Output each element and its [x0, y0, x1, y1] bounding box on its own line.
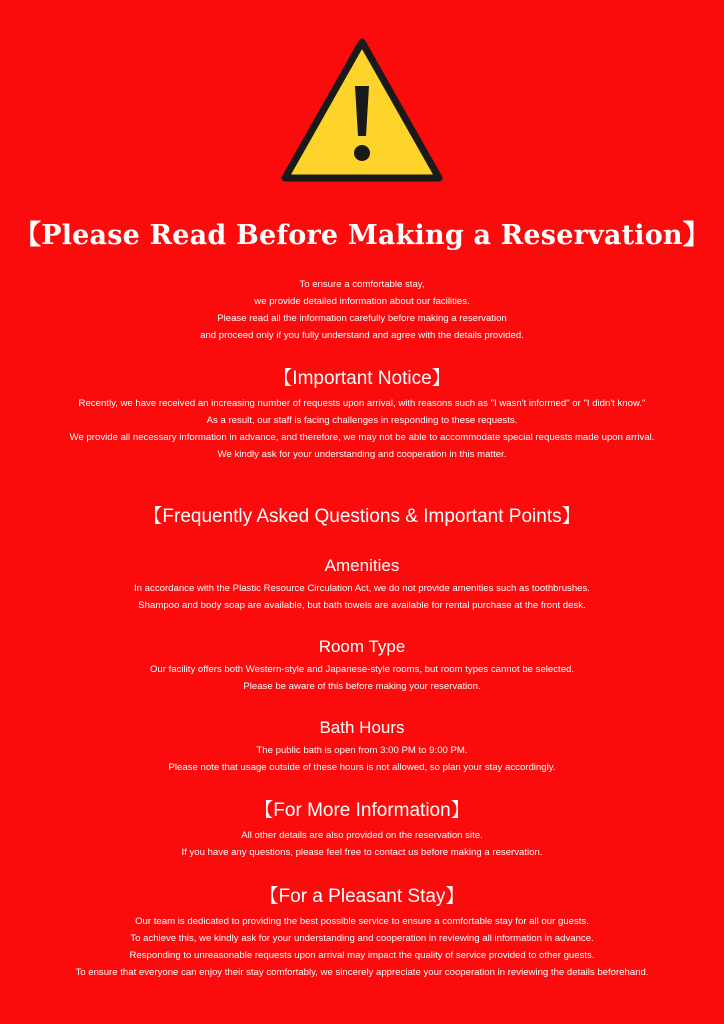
pleasant-stay-line: Responding to unreasonable requests upon arrival may impact the quality of service provided to other guests. [129, 950, 595, 961]
amenities-line: Shampoo and body soap are available, but bath towels are available for rental purchase at the front desk. [138, 600, 586, 611]
warning-triangle-icon [279, 36, 445, 184]
notice-line: We kindly ask for your understanding and cooperation in this matter. [217, 449, 507, 460]
intro-paragraph [0, 276, 724, 344]
amenities-heading: Amenities [324, 556, 400, 575]
faq-heading-block [0, 505, 724, 529]
important-notice-section [0, 367, 724, 463]
amenities-line: In accordance with the Plastic Resource Circulation Act, we do not provide amenities such as toothbrushes. [134, 583, 590, 594]
amenities-section [0, 555, 724, 614]
bath-hours-line: Please note that usage outside of these hours is not allowed, so plan your stay accordingly. [168, 762, 556, 773]
pleasant-stay-line: Our team is dedicated to providing the best possible service to ensure a comfortable stay for all our guests. [135, 916, 589, 927]
bath-hours-heading: Bath Hours [319, 718, 405, 737]
intro-line: Please read all the information carefully before making a reservation [217, 313, 507, 324]
room-type-section [0, 636, 724, 695]
intro-line: we provide detailed information about our facilities. [254, 296, 470, 307]
bath-hours-line: The public bath is open from 3:00 PM to 9:00 PM. [256, 745, 468, 756]
more-info-heading: 【For More Information】 [254, 800, 470, 821]
room-type-line: Our facility offers both Western-style and Japanese-style rooms, but room types cannot be selected. [149, 664, 575, 675]
more-info-line: If you have any questions, please feel free to contact us before making a reservation. [181, 847, 543, 858]
pleasant-stay-heading: 【For a Pleasant Stay】 [259, 886, 465, 907]
bath-hours-section [0, 717, 724, 776]
more-info-section [0, 799, 724, 861]
intro-line: and proceed only if you fully understand and agree with the details provided. [200, 330, 524, 341]
more-info-line: All other details are also provided on the reservation site. [241, 830, 483, 841]
room-type-heading: Room Type [318, 637, 406, 656]
room-type-line: Please be aware of this before making your reservation. [243, 681, 481, 692]
pleasant-stay-line: To ensure that everyone can enjoy their stay comfortably, we sincerely appreciate your cooperation in reviewing the details beforehand. [75, 967, 649, 978]
intro-line: To ensure a comfortable stay, [299, 279, 425, 290]
notice-line: As a result, our staff is facing challenges in responding to these requests. [206, 415, 518, 426]
notice-line: Recently, we have received an increasing number of requests upon arrival, with reasons such as "I wasn't informed" or "I didn't know." [78, 398, 646, 409]
notice-line: We provide all necessary information in advance, and therefore, we may not be able to accommodate special requests made upon arrival. [69, 432, 655, 443]
faq-heading: 【Frequently Asked Questions & Important Points】 [143, 506, 581, 527]
pleasant-stay-line: To achieve this, we kindly ask for your understanding and cooperation in reviewing all information in advance. [130, 933, 594, 944]
pleasant-stay-section [0, 885, 724, 981]
page-title: 【Please Read Before Making a Reservation】 [14, 220, 710, 251]
important-notice-heading: 【Important Notice】 [273, 368, 451, 389]
